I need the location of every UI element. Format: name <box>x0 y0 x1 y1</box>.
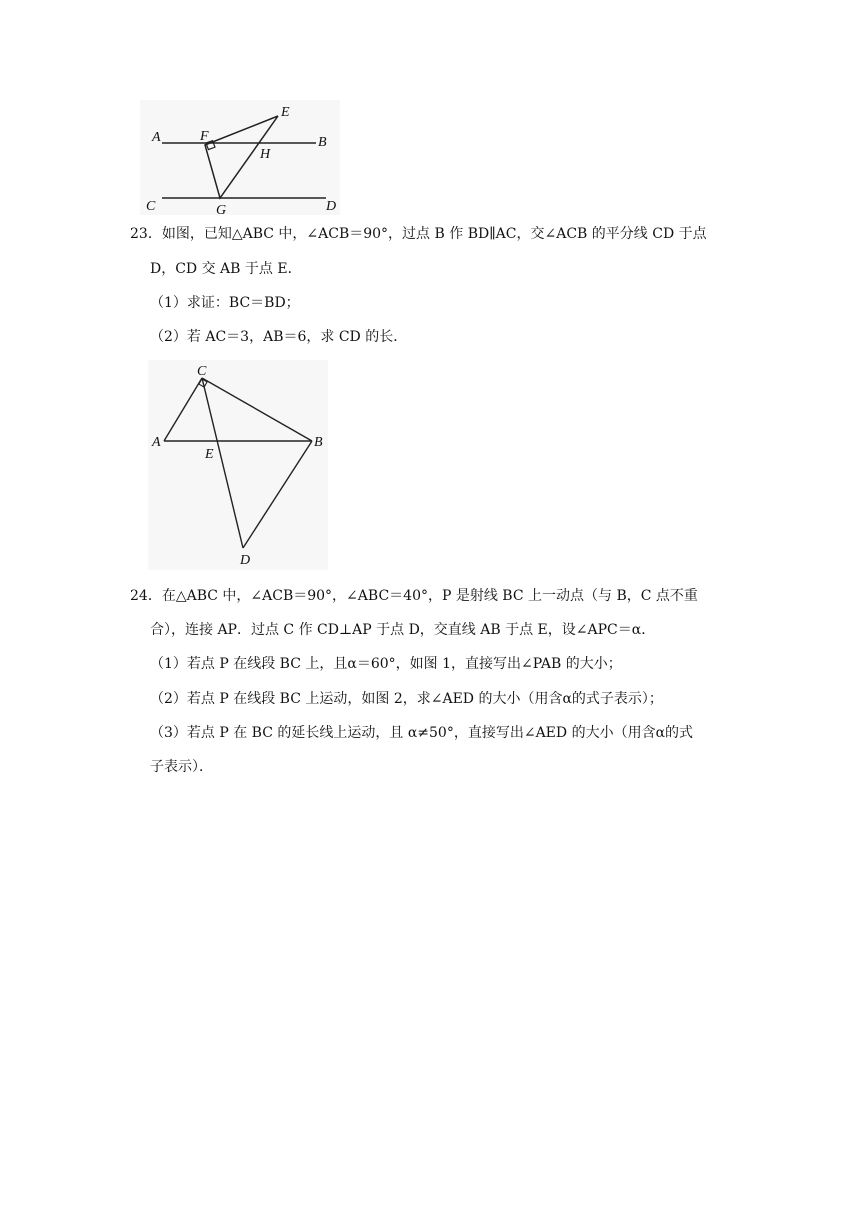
figure-triangle-abcd <box>148 360 328 570</box>
q24-part3-line2: 子表示）． <box>150 759 213 775</box>
label-a: A <box>152 435 161 450</box>
label-e: E <box>281 105 290 120</box>
label-b: B <box>318 135 327 150</box>
label-c: C <box>197 364 207 379</box>
q24-part3-line1: （3）若点 P 在 BC 的延长线上运动，且 α≠50°，直接写出∠AED 的大小（用含α的式 <box>150 725 694 741</box>
label-c: C <box>146 199 156 214</box>
label-h: H <box>260 147 271 162</box>
q23-line1: 23．如图，已知△ABC 中，∠ACB＝90°，过点 B 作 BD∥AC，交∠ACB 的平分线 CD 于点 <box>130 226 707 242</box>
label-d: D <box>326 199 337 214</box>
q24-line2: 合），连接 AP．过点 C 作 CD⊥AP 于点 D，交直线 AB 于点 E，设∠APC＝α． <box>150 622 656 638</box>
figure-parallel-lines <box>140 100 340 215</box>
q23-line2: D，CD 交 AB 于点 E． <box>150 261 302 277</box>
q24-part1: （1）若点 P 在线段 BC 上，且α＝60°，如图 1，直接写出∠PAB 的大小； <box>150 656 622 672</box>
label-e: E <box>205 447 214 462</box>
label-g: G <box>216 203 227 215</box>
label-f: F <box>200 129 209 144</box>
label-d: D <box>240 553 251 568</box>
figure-triangle-abcd-svg <box>148 360 328 570</box>
q24-line1: 24．在△ABC 中，∠ACB＝90°，∠ABC＝40°，P 是射线 BC 上一动点（与 B，C 点不重 <box>130 588 698 604</box>
figure-parallel-lines-svg <box>140 100 340 215</box>
label-a: A <box>152 130 161 145</box>
q24-part2: （2）若点 P 在线段 BC 上运动，如图 2，求∠AED 的大小（用含α的式子表示）； <box>150 691 663 707</box>
label-b: B <box>314 435 323 450</box>
figure-background <box>148 360 328 570</box>
q23-part1: （1）求证：BC＝BD； <box>150 295 300 311</box>
q23-part2: （2）若 AC＝3，AB＝6，求 CD 的长． <box>150 329 408 345</box>
